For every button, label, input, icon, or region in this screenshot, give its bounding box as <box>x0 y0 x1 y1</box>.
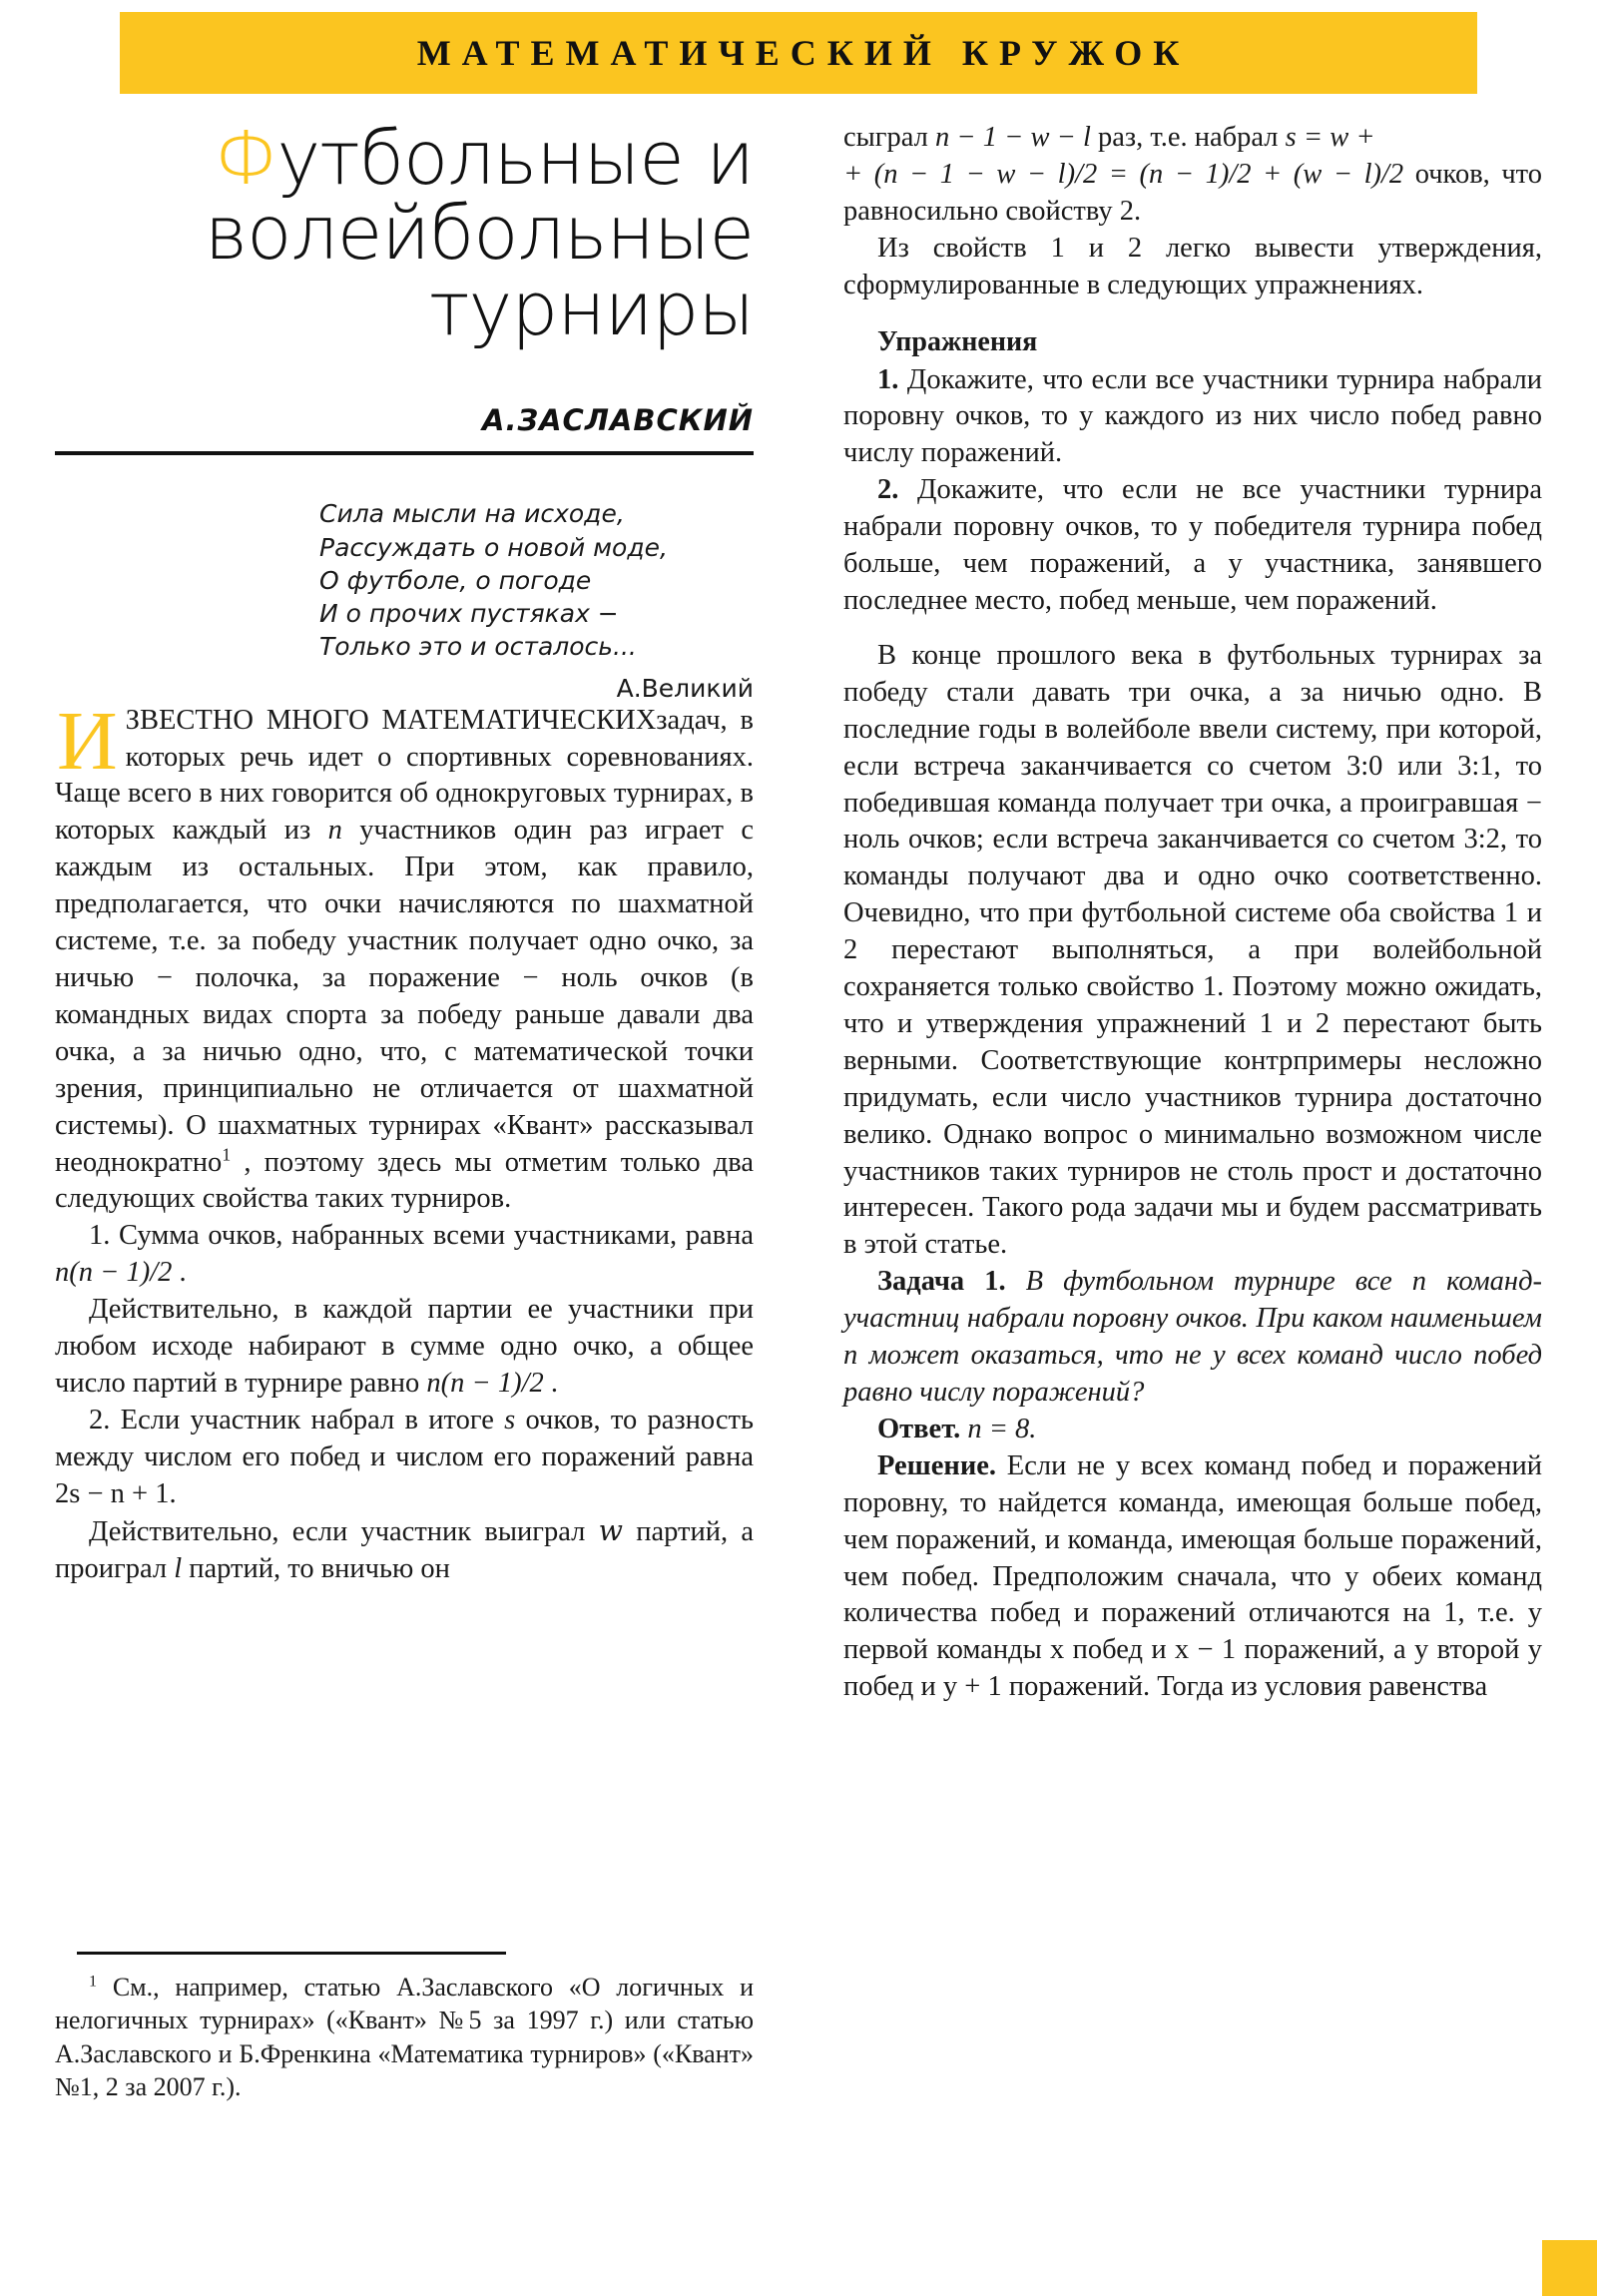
task-1-text: В футбольном турнире все n команд-участниц набрали поровну очков. При каком наименьшем n может оказаться, что не у всех команд число побед равно числу поражений? <box>843 1266 1542 1408</box>
math-s: s <box>504 1404 516 1435</box>
answer-label: Ответ. <box>877 1413 961 1444</box>
left-p4-text-b: очков, то разность между числом его побед и числом его поражений равна <box>55 1404 754 1472</box>
epigraph-line: О футболе, о погоде <box>319 565 592 595</box>
exercises-heading: Упражнения <box>877 325 1038 357</box>
right-p1-text-a: сыграл <box>843 122 935 153</box>
left-p5-text-c: партий, то вничью он <box>182 1552 450 1584</box>
left-column <box>55 116 755 1587</box>
left-p5-text-b: партий, а проиграл <box>55 1515 755 1584</box>
author-divider <box>55 451 754 455</box>
right-p1-text-b: раз, т.е. набрал <box>1090 122 1286 153</box>
formula-n-n-1-over-2-b: n(n − 1)/2 <box>426 1367 544 1399</box>
right-p1-tail: очков, что равносильно свойству 2. <box>843 158 1542 227</box>
epigraph-line: Только это и осталось... <box>319 632 637 662</box>
solution-block <box>843 1448 1542 1706</box>
epigraph-line: Рассуждать о новой моде, <box>319 532 668 562</box>
formula-n-n-1-over-2: n(n − 1)/2 <box>55 1257 173 1289</box>
epigraph-line: Сила мысли на исходе, <box>319 499 625 529</box>
left-p2-text-b: . <box>172 1257 187 1289</box>
title-line-2: волейбольные <box>204 191 754 278</box>
answer-line <box>843 1412 1542 1448</box>
formula-s-w-plus: s = w + <box>1285 122 1375 153</box>
math-w: w <box>598 1513 623 1547</box>
task-1-label: Задача 1. <box>877 1266 1006 1298</box>
page-corner-mark <box>1542 2240 1597 2296</box>
left-paragraph-3 <box>55 1292 754 1403</box>
drop-cap: И <box>57 694 118 788</box>
left-paragraph-4 <box>55 1403 754 1513</box>
footnote-body: См., например, статью А.Заславского «О логичных и нелогичных турнирах» («Квант» №5 за 1997 г.) или статью А.Заславского и Б.Френкина «Математика турниров» («Квант» №1, 2 за 2007 г.). <box>55 1973 754 2102</box>
epigraph-line: И о прочих пустяках − <box>319 599 619 629</box>
left-p5-text-a: Действительно, если участник выиграл <box>89 1515 599 1547</box>
exercise-1-text: Докажите, что если все участники турнира набрали поровну очков, то у каждого из них число побед равно числу поражений. <box>843 363 1542 469</box>
math-n: n <box>327 815 342 847</box>
right-paragraph-3: В конце прошлого века в футбольных турнирах за победу стали давать три очка, а за ничью одно. В последние годы в волейболе ввели систему, при которой, если встреча заканчивается со счетом 3:0 или 3:1, то победившая команда получает три очка, а проигравшая − ноль очков; если встреча заканчивается со счетом 3:2, то команды получают два и одно очко соответственно. Очевидно, что при футбольной системе оба свойства 1 и 2 перестают выполняться, а при волейбольной сохраняется только свойство 1. Поэтому можно ожидать, что и утверждения упражнений 1 и 2 перестают быть верными. Соответствующие контрпримеры несложно придумать, если число участников турнира достаточно велико. Однако вопрос о минимально возможном числе участников таких турниров не столь прост и достаточно интересен. Такого рода задачи мы и будем рассматривать в этой статье. <box>843 639 1542 1261</box>
left-p3-text-b: . <box>543 1367 559 1399</box>
formula-2s-n-1: 2s − n + 1 <box>55 1477 170 1509</box>
answer-value: n = 8. <box>960 1413 1037 1444</box>
banner-title: МАТЕМАТИЧЕСКИЙ КРУЖОК <box>416 33 1191 73</box>
solution-label: Решение. <box>877 1449 997 1481</box>
formula-second-line: + (n − 1 − w − l)/2 = (n − 1)/2 + (w − l)/2 <box>843 158 1404 190</box>
exercise-2 <box>843 472 1542 620</box>
title-drop-letter: Ф <box>214 116 277 202</box>
exercise-1 <box>843 362 1542 473</box>
exercise-2-number: 2. <box>877 474 899 506</box>
epigraph-attribution: А.Великий <box>616 673 754 703</box>
task-1 <box>843 1264 1542 1412</box>
left-paragraph-2 <box>55 1218 754 1292</box>
left-p3-text-a: Действительно, в каждой партии ее участники при любом исходе набирают в сумме одно очко, а общее число партий в турнире равно <box>55 1294 754 1399</box>
left-p4-text-c: . <box>169 1477 177 1509</box>
formula-n-1-w-l: n − 1 − w − l <box>935 122 1091 153</box>
footnote-divider <box>77 1952 506 1955</box>
epigraph <box>319 497 754 663</box>
footnote-area <box>55 1952 754 2104</box>
left-p1-text-c: , поэтому здесь мы отметим только два следующих свойства таких турниров. <box>55 1146 754 1215</box>
exercise-1-number: 1. <box>877 363 899 395</box>
left-p4-text-a: 2. Если участник набрал в итоге <box>89 1404 505 1435</box>
solution-text: Если не у всех команд побед и поражений поровну, то найдется команда, имеющая больше побед, чем поражений, и команда, имеющая больше поражений, чем побед. Предположим сначала, что у обеих команд количества побед и поражений отличаются на 1, т.е. у первой команды x побед и x − 1 поражений, а у второй y побед и y + 1 поражений. Тогда из условия равенства <box>843 1449 1542 1703</box>
left-p1-text-a: задач, в которых речь идет о спортивных соревнованиях. Чаще всего в них говорится об однокруговых турнирах, в которых каждый из <box>55 704 754 847</box>
left-p1-text-b: участников один раз играет с каждым из остальных. При этом, как правило, предполагается, что очки начисляются по шахматной системе, т.е. за победу участник получает одно очко, за ничью − полочка, за поражение − ноль очков (в командных видах спорта за победу раньше давали два очка, а за ничью одно, что, с математической точки зрения, принципиально не отличается от шахматной системы). О шахматных турнирах «Квант» рассказывал неоднократно <box>55 815 755 1178</box>
right-column <box>843 120 1542 1706</box>
left-paragraph-5 <box>55 1513 754 1588</box>
right-paragraph-2: Из свойств 1 и 2 легко вывести утверждения, сформулированные в следующих упражнениях. <box>843 232 1542 300</box>
left-paragraph-1 <box>55 694 755 1219</box>
title-line-1: утбольные и <box>276 116 754 202</box>
header-banner <box>120 12 1477 94</box>
footnote-marker[interactable]: 1 <box>222 1144 232 1165</box>
left-p2-text-a: 1. Сумма очков, набранных всеми участниками, равна <box>89 1220 754 1252</box>
article-title <box>55 116 754 352</box>
footnote-number: 1 <box>89 1973 98 1991</box>
opening-smallcaps: ЗВЕСТНО МНОГО МАТЕМАТИЧЕСКИХ <box>125 704 657 736</box>
title-line-3: турниры <box>428 266 754 352</box>
right-paragraph-1 <box>843 120 1542 231</box>
article-author: А.ЗАСЛАВСКИЙ <box>482 403 754 438</box>
exercise-2-text: Докажите, что если не все участники турнира набрали поровну очков, то у победителя турнира побед больше, чем поражений, а у участника, занявшего последнее место, побед меньше, чем поражений. <box>843 474 1542 616</box>
footnote-text <box>55 1971 754 2104</box>
math-l: l <box>174 1552 183 1584</box>
